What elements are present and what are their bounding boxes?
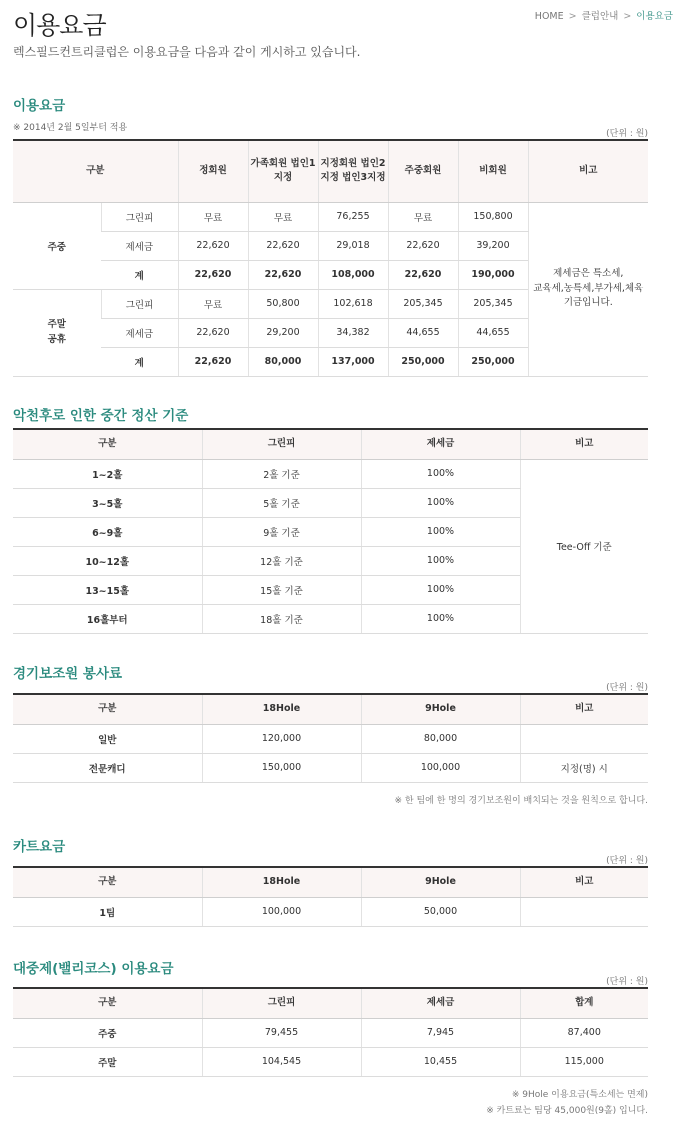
table-cell: 5홀 기준 [202, 488, 361, 517]
table-cell: 7,945 [361, 1018, 520, 1047]
table-cell: 12홀 기준 [202, 546, 361, 575]
table-cell: 무료 [388, 202, 458, 231]
table-cell: 3~5홀 [13, 488, 202, 517]
table-cell: 무료 [178, 202, 248, 231]
header-cell: 구분 [13, 694, 202, 724]
public-footnote-1: ※ 9Hole 이용요금(특소세는 면제) [511, 1090, 648, 1100]
row-group-weekend [13, 289, 101, 376]
header-cell: 제세금 [361, 988, 520, 1018]
public-table [13, 987, 648, 1077]
table-cell: 22,620 [178, 318, 248, 347]
table-cell: 150,800 [458, 202, 528, 231]
breadcrumb-current: 이용요금 [636, 11, 673, 22]
table-cell: 100% [361, 488, 520, 517]
table-cell: 205,345 [458, 289, 528, 318]
table-cell: 44,655 [458, 318, 528, 347]
table-cell: 일반 [13, 724, 202, 753]
row-group-label: 공휴 [47, 333, 66, 345]
table-cell: 무료 [178, 289, 248, 318]
header-cell: 구분 [13, 429, 202, 459]
breadcrumb-separator: > [568, 11, 577, 22]
table-cell: 100% [361, 546, 520, 575]
section-title-weather: 악천후로 인한 중간 정산 기준 [13, 408, 189, 424]
table-cell: 무료 [248, 202, 318, 231]
cart-table [13, 866, 648, 927]
weather-table [13, 428, 648, 634]
table-cell: 100,000 [361, 753, 520, 782]
section-title-public: 대중제(밸리코스) 이용요금 [13, 961, 174, 977]
table-cell: 전문캐디 [13, 753, 202, 782]
table-cell: 34,382 [318, 318, 388, 347]
header-cell: 그린피 [202, 988, 361, 1018]
fees-effective-note: ※ 2014년 2월 5일부터 적용 [13, 123, 128, 133]
section-title-caddie: 경기보조원 봉사료 [13, 666, 123, 682]
table-cell: 102,618 [318, 289, 388, 318]
table-cell: 22,620 [388, 231, 458, 260]
table-cell: 10~12홀 [13, 546, 202, 575]
table-cell: 108,000 [318, 260, 388, 289]
table-cell: 80,000 [361, 724, 520, 753]
table-cell: 100% [361, 604, 520, 633]
table-cell: 16홀부터 [13, 604, 202, 633]
table-cell: 그린피 [101, 289, 178, 318]
header-cell: 지정회원 법인2지정 법인3지정 [318, 140, 388, 202]
breadcrumb-separator: > [623, 11, 632, 22]
table-cell: 44,655 [388, 318, 458, 347]
breadcrumb [535, 8, 673, 22]
table-cell: 100% [361, 575, 520, 604]
table-cell: 15홀 기준 [202, 575, 361, 604]
header-cell: 비고 [520, 867, 648, 897]
table-cell: 80,000 [248, 347, 318, 376]
fees-remark-line: 제세금은 특소세, [553, 267, 624, 279]
table-cell: 104,545 [202, 1047, 361, 1076]
table-cell: 100% [361, 459, 520, 488]
table-cell: 190,000 [458, 260, 528, 289]
table-cell: 6~9홀 [13, 517, 202, 546]
header-cell: 합계 [520, 988, 648, 1018]
header-cell: 구분 [13, 988, 202, 1018]
table-cell: 250,000 [388, 347, 458, 376]
fees-remark-line: 기금입니다. [563, 297, 613, 309]
table-cell: 10,455 [361, 1047, 520, 1076]
table-cell: 22,620 [388, 260, 458, 289]
fees-table [13, 139, 648, 377]
table-cell: 주중 [13, 1018, 202, 1047]
table-cell: 87,400 [520, 1018, 648, 1047]
table-cell: 120,000 [202, 724, 361, 753]
row-group-label: 주말 [47, 318, 66, 330]
table-cell: 22,620 [178, 260, 248, 289]
caddie-unit: (단위 : 원) [606, 683, 648, 693]
table-cell: 100% [361, 517, 520, 546]
table-cell: 제세금 [101, 231, 178, 260]
table-cell: 150,000 [202, 753, 361, 782]
table-cell: 2홀 기준 [202, 459, 361, 488]
cart-unit: (단위 : 원) [606, 856, 648, 866]
table-cell: 1팀 [13, 897, 202, 926]
table-cell: 39,200 [458, 231, 528, 260]
header-cell: 구분 [13, 867, 202, 897]
public-unit: (단위 : 원) [606, 977, 648, 987]
header-cell: 9Hole [361, 694, 520, 724]
breadcrumb-home-link[interactable]: HOME [534, 11, 564, 22]
page-title: 이용요금 [13, 11, 106, 40]
header-cell: 비회원 [458, 140, 528, 202]
table-cell: 주말 [13, 1047, 202, 1076]
table-cell: 137,000 [318, 347, 388, 376]
header-cell: 가족회원 법인1지정 [248, 140, 318, 202]
table-cell [520, 724, 648, 753]
header-cell: 주중회원 [388, 140, 458, 202]
section-title-fees: 이용요금 [13, 98, 66, 114]
public-footnote-2: ※ 카트료는 팀당 45,000원(9홀) 입니다. [486, 1106, 648, 1116]
breadcrumb-club-link[interactable]: 클럽안내 [581, 11, 619, 22]
header-cell: 9Hole [361, 867, 520, 897]
header-cell: 18Hole [202, 694, 361, 724]
table-cell: 22,620 [178, 347, 248, 376]
table-cell: 115,000 [520, 1047, 648, 1076]
table-cell: 29,018 [318, 231, 388, 260]
header-cell: 18Hole [202, 867, 361, 897]
table-cell [520, 897, 648, 926]
table-cell: 13~15홀 [13, 575, 202, 604]
table-cell: 250,000 [458, 347, 528, 376]
table-cell: 제세금 [101, 318, 178, 347]
table-cell: 76,255 [318, 202, 388, 231]
fees-remark [528, 202, 648, 376]
table-cell: 79,455 [202, 1018, 361, 1047]
fees-remark-line: 교육세,농특세,부가세,체육 [533, 282, 644, 294]
table-cell: 18홀 기준 [202, 604, 361, 633]
weather-remark: Tee-Off 기준 [520, 459, 648, 633]
row-group-weekday: 주중 [13, 202, 101, 289]
page-intro: 렉스필드컨트리클럽은 이용요금을 다음과 같이 게시하고 있습니다. [13, 45, 361, 59]
table-cell: 지정(명) 시 [520, 753, 648, 782]
table-cell: 50,000 [361, 897, 520, 926]
header-cell: 구분 [13, 140, 178, 202]
table-cell: 22,620 [178, 231, 248, 260]
table-cell: 22,620 [248, 231, 318, 260]
header-cell: 정회원 [178, 140, 248, 202]
table-cell: 50,800 [248, 289, 318, 318]
table-cell-total: 계 [101, 260, 178, 289]
table-cell: 22,620 [248, 260, 318, 289]
header-cell: 비고 [520, 429, 648, 459]
table-cell: 100,000 [202, 897, 361, 926]
table-cell: 1~2홀 [13, 459, 202, 488]
table-cell: 29,200 [248, 318, 318, 347]
fees-unit: (단위 : 원) [606, 129, 648, 139]
section-title-cart: 카트요금 [13, 839, 66, 855]
table-cell: 9홀 기준 [202, 517, 361, 546]
header-cell: 비고 [520, 694, 648, 724]
table-cell: 205,345 [388, 289, 458, 318]
header-cell: 제세금 [361, 429, 520, 459]
caddie-footnote: ※ 한 팀에 한 명의 경기보조원이 배치되는 것을 원칙으로 합니다. [394, 796, 648, 806]
header-cell: 비고 [528, 140, 648, 202]
caddie-table [13, 693, 648, 783]
header-cell: 그린피 [202, 429, 361, 459]
table-cell-total: 계 [101, 347, 178, 376]
table-cell: 그린피 [101, 202, 178, 231]
